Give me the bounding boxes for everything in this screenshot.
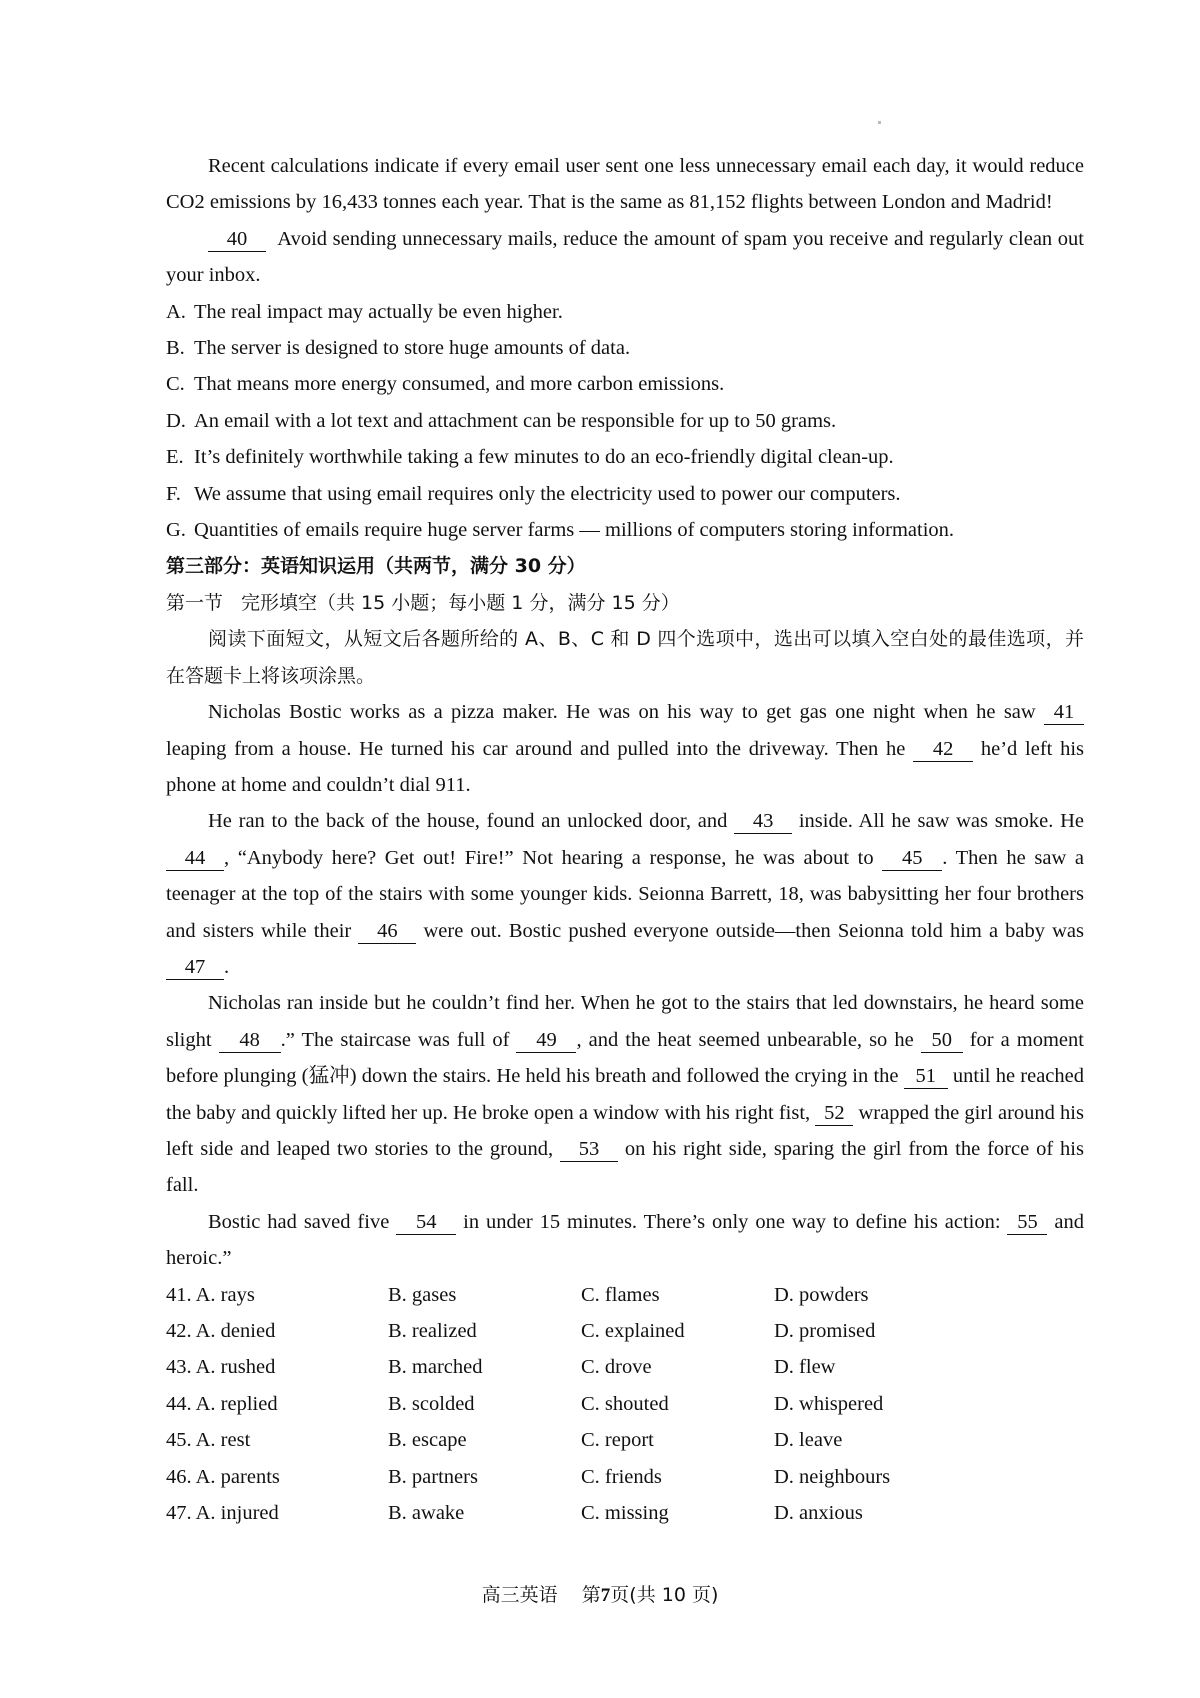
cloze-paragraph-2: He ran to the back of the house, found an unlocked door, and 43 inside. All he saw was smoke. He 44 , “Anybody here? Get out! Fire!” Not hearing a response, he was about to 45 . Then he saw a teenager at the top of the stairs with some younger kids. Seionna Barrett, 18, was babysitting her four brothers and sisters while their 46 were out. Bostic pushed everyone outside—then Seionna told him a baby was 47 .: [166, 810, 1084, 978]
question-47: 47. A. injured B. awake C. missing D. anxious: [166, 1502, 863, 1525]
question-41: 41. A. rays B. gases C. flames D. powders: [166, 1283, 869, 1306]
cloze-paragraph-1: Nicholas Bostic works as a pizza maker. He was on his way to get gas one night when he saw 41 leaping from a house. He turned his car around and pulled into the driveway. Then he 42 he’d left his phone at home and couldn’t dial 911.: [166, 701, 1085, 796]
option-d: D. An email with a lot text and attachment can be responsible for up to 50 grams.: [166, 409, 837, 432]
question-46: 46. A. parents B. partners C. friends D. neighbours: [166, 1465, 891, 1488]
passage-paragraph-1: Recent calculations indicate if every email user sent one less unnecessary email each day, it would reduce CO2 emissions by 16,433 tonnes each year. That is the same as 81,152 flights between London and Madrid!: [166, 155, 1084, 214]
cloze-paragraph-3: Nicholas ran inside but he couldn’t find her. When he got to the stairs that led downstairs, he heard some slight 48 .” The staircase was full of 49 , and the heat seemed unbearable, so he 50 for a moment before plunging (猛冲) down the stairs. He held his breath and followed the crying in the 51 until he reached the baby and quickly lifted her up. He broke open a window with his right fist, 52 wrapped the girl around his left side and leaped two stories to the ground, 53 on his right side, sparing the girl from the force of his fall.: [166, 992, 1084, 1197]
blank-49: 49: [516, 1028, 576, 1053]
option-b: B. The server is designed to store huge amounts of data.: [166, 337, 631, 360]
cloze-instruction: 阅读下面短文，从短文后各题所给的 A、B、C 和 D 四个选项中，选出可以填入空白处的最佳选项，并在答题卡上将该项涂黑。: [166, 628, 1084, 687]
question-list: [166, 1277, 1084, 1532]
blank-43: 43: [734, 809, 792, 834]
page-content: [166, 148, 1084, 1531]
blank-52: 52: [815, 1101, 853, 1126]
blank-42: 42: [913, 737, 973, 762]
option-a: A. The real impact may actually be even higher.: [166, 300, 563, 323]
option-g: G. Quantities of emails require huge server farms — millions of computers storing information.: [166, 519, 955, 542]
cloze-paragraph-4: Bostic had saved five 54 in under 15 minutes. There’s only one way to define his action: 55 and heroic.”: [166, 1210, 1084, 1270]
question-44: 44. A. replied B. scolded C. shouted D. whispered: [166, 1392, 884, 1415]
blank-47: 47: [166, 955, 224, 980]
option-f: F. We assume that using email requires only the electricity used to power our computers.: [166, 482, 901, 505]
blank-50: 50: [921, 1028, 963, 1053]
blank-44: 44: [166, 846, 224, 871]
blank-55: 55: [1007, 1210, 1047, 1235]
blank-41: 41: [1044, 700, 1084, 725]
footer-page: 第7页(共 10 页): [581, 1584, 719, 1606]
blank-40: 40: [208, 227, 266, 252]
question-43: 43. A. rushed B. marched C. drove D. flew: [166, 1356, 836, 1379]
blank-53: 53: [560, 1137, 618, 1162]
blank-54: 54: [396, 1210, 456, 1235]
part3-heading: 第三部分：英语知识运用（共两节，满分 30 分）: [166, 555, 586, 578]
blank-45: 45: [882, 846, 942, 871]
blank-51: 51: [904, 1064, 948, 1089]
page-footer: [0, 1580, 1200, 1607]
scan-speck: [878, 121, 881, 124]
blank-48: 48: [219, 1028, 281, 1053]
paragraph-text: Avoid sending unnecessary mails, reduce the amount of spam you receive and regularly clean out your inbox.: [166, 227, 1085, 287]
footer-subject: 高三英语: [481, 1584, 558, 1606]
option-e: E. It’s definitely worthwhile taking a few minutes to do an eco-friendly digital clean-up.: [166, 446, 894, 469]
passage-paragraph-2: [166, 221, 1084, 294]
question-45: 45. A. rest B. escape C. report D. leave: [166, 1429, 843, 1452]
question-42: 42. A. denied B. realized C. explained D. promised: [166, 1320, 876, 1342]
section1-heading: 第一节 完形填空（共 15 小题；每小题 1 分，满分 15 分）: [166, 591, 680, 614]
option-list: [166, 294, 1084, 549]
blank-46: 46: [358, 919, 416, 944]
option-c: C. That means more energy consumed, and more carbon emissions.: [166, 373, 725, 396]
